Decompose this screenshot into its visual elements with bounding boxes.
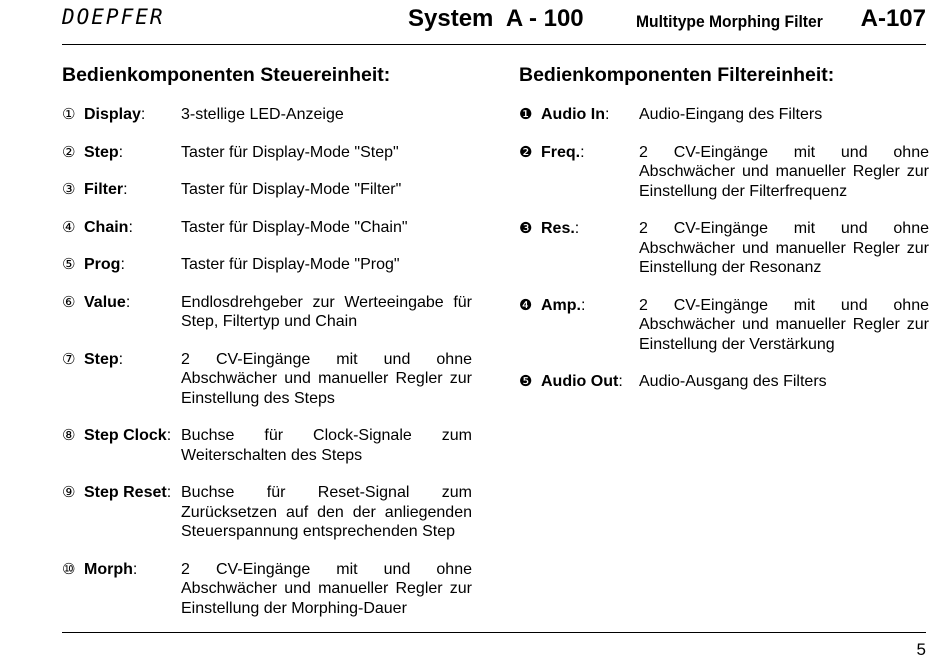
list-item: [62, 218, 472, 238]
item-colon: :: [574, 220, 580, 237]
item-number: ⑩: [62, 560, 76, 578]
item-label: Display: [84, 106, 141, 123]
list-item: [519, 296, 929, 355]
item-label: Chain: [84, 218, 129, 236]
item-number: ⑧: [62, 427, 76, 444]
doepfer-logo: DOEPFER: [62, 5, 165, 29]
module-code: A-107: [860, 5, 926, 32]
filter-unit-title: Bedienkomponenten Filtereinheit:: [519, 64, 835, 86]
item-colon: :: [140, 106, 146, 123]
item-number: ⑥: [62, 293, 76, 311]
item-description: Taster für Display-Mode "Prog": [181, 256, 400, 273]
item-label: Morph: [84, 560, 133, 578]
item-number: ③: [62, 181, 76, 198]
item-colon: :: [128, 218, 133, 236]
item-number: ④: [62, 218, 76, 236]
item-name: [541, 219, 579, 239]
item-description: Buchse für Reset-Signal zum Zurücksetzen auf den der anliegenden Steuerspannung entsprechenden Step: [181, 484, 472, 540]
item-colon: :: [120, 256, 125, 273]
item-colon: :: [123, 181, 128, 198]
list-item: [62, 426, 472, 465]
footer-rule: [62, 632, 926, 633]
item-number: ❹: [519, 296, 533, 314]
item-label: Step Reset: [84, 484, 167, 501]
item-colon: :: [580, 143, 585, 161]
control-unit-title: Bedienkomponenten Steuereinheit:: [62, 64, 391, 86]
item-name: [84, 105, 145, 125]
list-item: [62, 350, 472, 409]
item-description: 3-stellige LED-Anzeige: [181, 106, 344, 123]
item-colon: :: [132, 560, 138, 578]
item-label: Step: [84, 143, 119, 161]
item-name: [84, 293, 130, 313]
item-label: Res.: [541, 220, 575, 237]
item-description: 2 CV-Eingänge mit und ohne Abschwächer und manueller Regler zur Einstellung des Steps: [181, 350, 472, 407]
item-name: [541, 143, 585, 163]
item-name: [84, 350, 123, 370]
item-colon: :: [118, 350, 124, 368]
list-item: [62, 143, 472, 163]
item-description: Taster für Display-Mode "Filter": [181, 181, 402, 198]
item-number: ⑨: [62, 484, 76, 501]
list-item: [62, 483, 472, 542]
list-item: [62, 180, 472, 200]
item-colon: :: [166, 484, 172, 501]
list-item: [62, 560, 472, 619]
list-item: [62, 255, 472, 275]
control-unit-list: [62, 105, 472, 618]
item-colon: :: [604, 106, 610, 123]
item-name: [541, 296, 585, 316]
item-label: Prog: [84, 256, 121, 273]
item-number: ②: [62, 143, 76, 161]
filter-unit-list: [519, 105, 929, 392]
item-label: Freq.: [541, 143, 581, 161]
page-header: [62, 0, 926, 45]
item-label: Audio In: [541, 106, 605, 123]
item-label: Step Clock: [84, 427, 167, 444]
item-colon: :: [581, 296, 586, 314]
item-description: 2 CV-Eingänge mit und ohne Abschwächer und manueller Regler zur Einstellung der Filterfrequenz: [639, 143, 929, 200]
list-item: [519, 372, 929, 392]
item-name: [84, 143, 123, 163]
item-colon: :: [118, 143, 124, 161]
item-name: [84, 560, 137, 580]
item-number: ❶: [519, 106, 533, 123]
control-unit-column: [62, 64, 472, 636]
item-name: [541, 105, 609, 125]
item-number: ①: [62, 106, 76, 123]
item-name: [84, 483, 171, 503]
list-item: [519, 143, 929, 202]
filter-unit-column: [519, 64, 929, 410]
item-number: ❸: [519, 220, 533, 237]
item-name: [84, 180, 128, 200]
list-item: [519, 105, 929, 125]
list-item: [519, 219, 929, 278]
item-description: Endlosdrehgeber zur Werteeingabe für Step, Filtertyp und Chain: [181, 293, 472, 330]
item-name: [541, 372, 623, 392]
item-description: Audio-Ausgang des Filters: [639, 373, 827, 390]
item-colon: :: [166, 427, 172, 444]
item-number: ⑤: [62, 256, 76, 273]
item-description: 2 CV-Eingänge mit und ohne Abschwächer und manueller Regler zur Einstellung der Resonanz: [639, 220, 929, 276]
item-colon: :: [618, 373, 623, 390]
system-title: System A - 100: [408, 5, 584, 32]
item-number: ❷: [519, 143, 533, 161]
item-description: Taster für Display-Mode "Step": [181, 143, 399, 161]
item-name: [84, 426, 171, 446]
item-number: ❺: [519, 373, 533, 390]
item-label: Audio Out: [541, 373, 619, 390]
item-label: Amp.: [541, 296, 581, 314]
list-item: [62, 105, 472, 125]
item-description: 2 CV-Eingänge mit und ohne Abschwächer und manueller Regler zur Einstellung der Morphing-Dauer: [181, 560, 472, 617]
item-description: Buchse für Clock-Signale zum Weiterschalten des Steps: [181, 427, 472, 464]
module-subtitle: Multitype Morphing Filter: [636, 12, 823, 31]
item-number: ⑦: [62, 350, 76, 368]
item-name: [84, 255, 125, 275]
item-description: Taster für Display-Mode "Chain": [181, 218, 408, 236]
list-item: [62, 293, 472, 332]
item-colon: :: [125, 293, 131, 311]
item-description: 2 CV-Eingänge mit und ohne Abschwächer und manueller Regler zur Einstellung der Verstärkung: [639, 296, 929, 353]
item-description: Audio-Eingang des Filters: [639, 106, 823, 123]
item-label: Filter: [84, 181, 124, 198]
item-name: [84, 218, 133, 238]
item-label: Step: [84, 350, 119, 368]
item-label: Value: [84, 293, 126, 311]
page-number: 5: [916, 640, 926, 659]
